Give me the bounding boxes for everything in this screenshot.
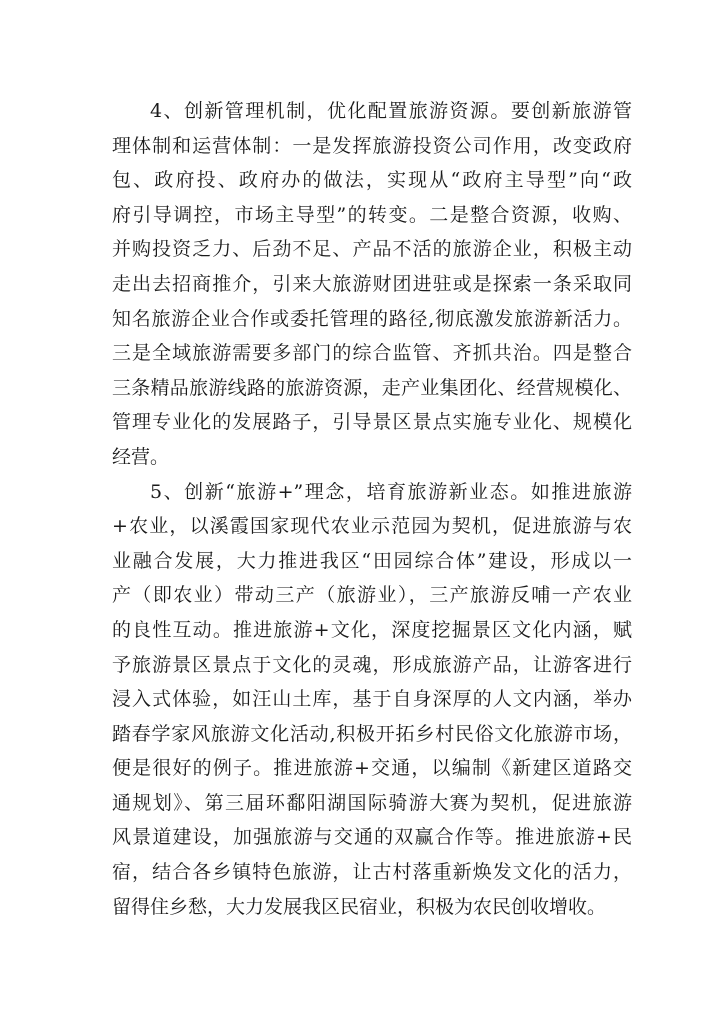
paragraph-line: 管理专业化的发展路子，引导景区景点实施专业化、规模化 <box>112 411 632 434</box>
paragraph-line: +农业，以溪霞国家现代农业示范园为契机，促进旅游与农 <box>112 515 632 538</box>
paragraph-line: 三条精品旅游线路的旅游资源，走产业集团化、经营规模化、 <box>112 376 632 399</box>
paragraph-line: 留得住乡愁，大力发展我区民宿业，积极为农民创收增收。 <box>112 895 607 918</box>
paragraph-first-line: 4、创新管理机制，优化配置旅游资源。要创新旅游管 <box>150 100 632 122</box>
paragraph-line: 经营。 <box>112 445 170 468</box>
paragraph-line: 理体制和运营体制：一是发挥旅游投资公司作用，改变政府 <box>112 134 632 157</box>
paragraph-line: 走出去招商推介，引来大旅游财团进驻或是探索一条采取同 <box>112 272 632 295</box>
paragraph-line: 予旅游景区景点于文化的灵魂，形成旅游产品，让游客进行 <box>112 653 632 676</box>
paragraph-line: 知名旅游企业合作或委托管理的路径,彻底激发旅游新活力。 <box>112 307 632 330</box>
paragraph-line: 产（即农业）带动三产（旅游业），三产旅游反哺一产农业 <box>112 584 632 607</box>
paragraph-line: 通规划》、第三届环鄱阳湖国际骑游大赛为契机，促进旅游 <box>112 791 632 814</box>
paragraph-first-line: 5、创新“旅游+”理念，培育旅游新业态。如推进旅游 <box>150 480 632 503</box>
document-body <box>112 94 632 924</box>
paragraph-line: 府引导调控，市场主导型”的转变。二是整合资源，收购、 <box>112 203 632 226</box>
paragraph-line: 包、政府投、政府办的做法，实现从“政府主导型”向“政 <box>112 169 632 192</box>
paragraph-line: 踏春学家风旅游文化活动,积极开拓乡村民俗文化旅游市场， <box>112 722 632 745</box>
paragraph-line: 浸入式体验，如汪山土库，基于自身深厚的人文内涵，举办 <box>112 688 632 711</box>
paragraph-line: 业融合发展，大力推进我区“田园综合体”建设，形成以一 <box>112 549 632 572</box>
paragraph-line: 三是全域旅游需要多部门的综合监管、齐抓共治。四是整合 <box>112 342 632 365</box>
paragraph-line: 的良性互动。推进旅游+文化，深度挖掘景区文化内涵，赋 <box>112 618 632 641</box>
paragraph-line: 风景道建设，加强旅游与交通的双赢合作等。推进旅游+民 <box>112 826 632 849</box>
paragraph-line: 宿，结合各乡镇特色旅游，让古村落重新焕发文化的活力， <box>112 861 632 884</box>
paragraph-line: 便是很好的例子。推进旅游+交通，以编制《新建区道路交 <box>112 757 632 780</box>
paragraph-line: 并购投资乏力、后劲不足、产品不活的旅游企业，积极主动 <box>112 238 632 261</box>
